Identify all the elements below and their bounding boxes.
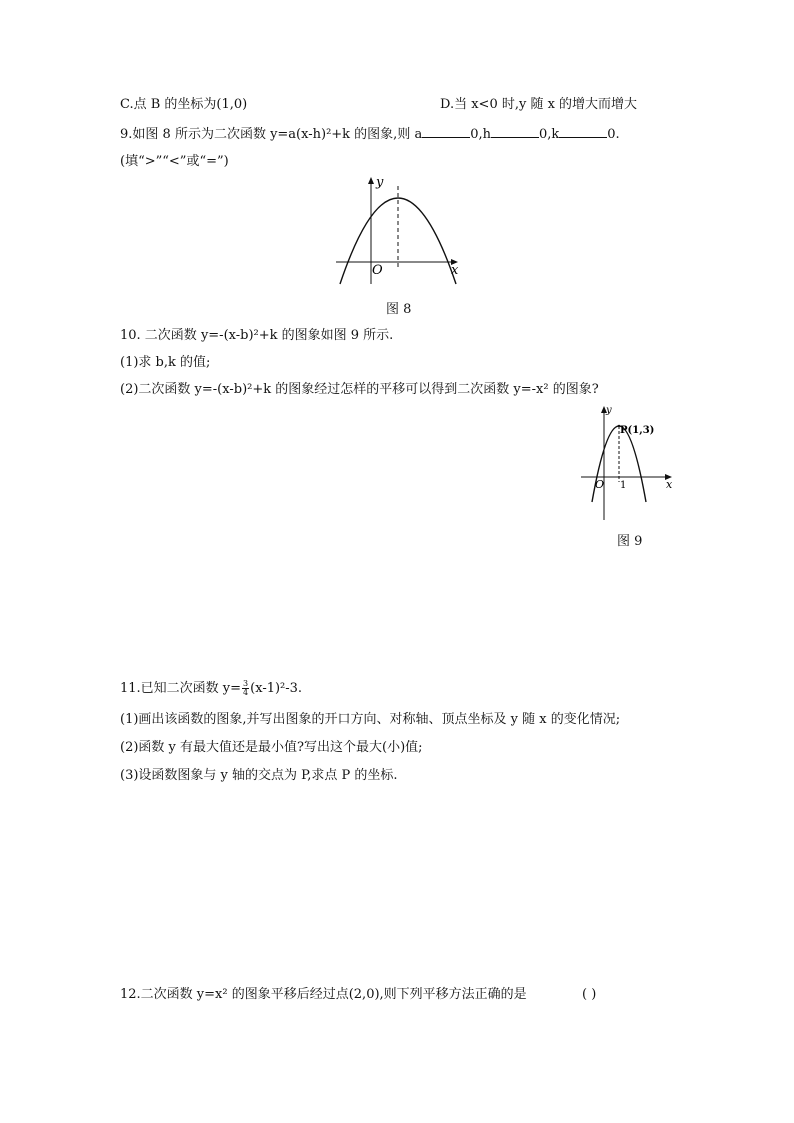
- q10-stem: 10. 二次函数 y=-(x-b)²+k 的图象如图 9 所示.: [120, 328, 394, 343]
- q9-stem: [120, 125, 620, 144]
- fig8-caption: 图 8: [386, 302, 412, 317]
- q9-blank-h[interactable]: [491, 125, 539, 138]
- fig9-y-label: y: [606, 405, 612, 416]
- fig9-point-label: P(1,3): [620, 425, 655, 436]
- q10-part1: (1)求 b,k 的值;: [120, 355, 211, 370]
- q9-stem-mid1: 0,h: [470, 127, 491, 142]
- q11-frac-den: 4: [243, 688, 249, 697]
- q12-stem: 12.二次函数 y=x² 的图象平移后经过点(2,0),则下列平移方法正确的是: [120, 987, 527, 1002]
- fig9-origin-label: O: [595, 478, 605, 491]
- fig9-tick-label: 1: [620, 480, 627, 491]
- q11-stem-suffix: (x-1)²-3.: [250, 681, 303, 696]
- fig8-origin-label: O: [372, 263, 383, 278]
- q9-hint: (填“>”“<”或“=”): [120, 154, 229, 169]
- fig9-x-label: x: [666, 478, 673, 491]
- fig8-y-label: y: [376, 175, 384, 190]
- q11-fraction: [242, 680, 249, 697]
- q11-stem: [120, 680, 302, 698]
- fig8-x-label: x: [451, 263, 459, 278]
- q9-stem-mid2: 0,k: [538, 127, 560, 142]
- q8-option-c: C.点 B 的坐标为(1,0): [120, 97, 248, 112]
- q11-part3: (3)设函数图象与 y 轴的交点为 P,求点 P 的坐标.: [120, 768, 398, 783]
- q11-stem-prefix: 11.已知二次函数 y=: [120, 681, 242, 696]
- q12-answer-bracket[interactable]: ( ): [582, 987, 597, 1002]
- q10-part2: (2)二次函数 y=-(x-b)²+k 的图象经过怎样的平移可以得到二次函数 y=-x² 的图象?: [120, 382, 599, 397]
- q9-stem-prefix: 9.如图 8 所示为二次函数 y=a(x-h)²+k 的图象,则 a: [120, 127, 423, 142]
- q9-stem-suffix: 0.: [607, 127, 620, 142]
- fig9-caption: 图 9: [617, 534, 643, 549]
- fig8-y-arrow: [368, 177, 374, 184]
- figure-8: [330, 172, 470, 290]
- q11-part1: (1)画出该函数的图象,并写出图象的开口方向、对称轴、顶点坐标及 y 随 x 的变化情况;: [120, 712, 621, 727]
- q11-part2: (2)函数 y 有最大值还是最小值?写出这个最大(小)值;: [120, 740, 423, 755]
- q11-frac-num: 3: [243, 679, 249, 688]
- figure-9: [578, 402, 678, 522]
- q9-blank-k[interactable]: [559, 125, 607, 138]
- q8-option-d: D.当 x<0 时,y 随 x 的增大而增大: [440, 97, 638, 112]
- q9-blank-a[interactable]: [422, 125, 470, 138]
